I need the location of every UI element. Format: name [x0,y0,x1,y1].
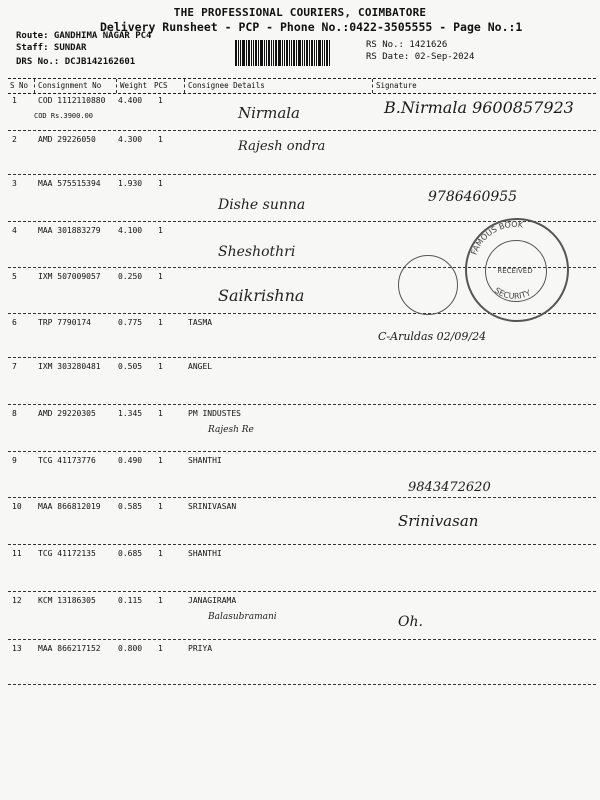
row-handwritten-name: Dishe sunna [218,197,306,213]
row-sno: 4 [12,226,17,235]
row-handwritten-name: Nirmala [238,104,300,122]
document-title: THE PROFESSIONAL COURIERS, COIMBATORE [173,6,427,19]
column-header-signature: Signature [376,81,417,90]
row-pcs: 1 [158,362,163,371]
row-consignment-no: IXM 507009057 [38,272,101,281]
row-consignment-no: MAA 866812019 [38,502,101,511]
row-consignment-no: TRP 7790174 [38,318,91,327]
row-weight: 0.775 [118,318,143,327]
row-sno: 8 [12,409,17,418]
row-pcs: 1 [158,409,163,418]
row-consignment-no: MAA 575515394 [38,179,101,188]
row-sno: 1 [12,96,17,105]
svg-text:FAMOUS BOOK [469,220,524,256]
row-weight: 0.115 [118,596,143,605]
row-consignment-no: IXM 303280481 [38,362,101,371]
row-consignee: SHANTHI [188,456,222,465]
row-signature: Srinivasan [398,512,479,530]
row-pcs: 1 [158,226,163,235]
column-header-consignment: Consignment No [38,81,102,90]
barcode-icon [235,40,357,66]
row-signature: 9843472620 [408,480,491,495]
row-signature: Oh. [398,614,423,630]
row-handwritten-name: Sheshothri [218,244,296,260]
document-subtitle: Delivery Runsheet - PCP - Phone No.:0422-3505555 - Page No.:1 [100,20,523,34]
row-weight: 0.585 [118,502,143,511]
table-row [8,545,596,592]
row-consignment-no: TCG 41172135 [38,549,96,558]
row-consignment-no: AMD 29220305 [38,409,96,418]
row-consignment-no: MAA 866217152 [38,644,101,653]
table-row [8,358,596,405]
table-row [8,452,596,498]
row-weight: 4.400 [118,96,143,105]
row-signature: B.Nirmala 9600857923 [384,98,574,117]
row-pcs: 1 [158,135,163,144]
row-pcs: 1 [158,96,163,105]
row-sno: 9 [12,456,17,465]
row-sno: 12 [12,596,22,605]
row-pcs: 1 [158,644,163,653]
table-row [8,592,596,640]
row-sno: 10 [12,502,22,511]
row-consignment-no: MAA 301883279 [38,226,101,235]
table-row [8,498,596,545]
table-row [8,405,596,452]
row-pcs: 1 [158,272,163,281]
table-row [8,92,596,131]
drs-label: DRS No.: DCJB142162601 [16,57,136,67]
column-header-sno: S No [10,81,29,90]
table-row [8,640,596,685]
row-cod-amount: COD Rs.3900.00 [34,112,94,120]
stamp-courier-service [398,255,458,315]
row-signature: 9786460955 [428,189,518,205]
row-pcs: 1 [158,549,163,558]
row-consignee: SHANTHI [188,549,222,558]
row-consignee: PM INDUSTES [188,409,241,418]
row-weight: 1.930 [118,179,143,188]
row-pcs: 1 [158,502,163,511]
row-sno: 3 [12,179,17,188]
row-handwritten-name: Rajesh ondra [238,139,326,154]
row-pcs: 1 [158,179,163,188]
row-weight: 4.100 [118,226,143,235]
row-weight: 0.685 [118,549,143,558]
row-handwritten-name: Saikrishna [218,286,305,305]
row-weight: 0.490 [118,456,143,465]
row-weight: 0.505 [118,362,143,371]
row-pcs: 1 [158,456,163,465]
row-pcs: 1 [158,318,163,327]
row-sno: 7 [12,362,17,371]
row-weight: 1.345 [118,409,143,418]
row-consignee: TASMA [188,318,213,327]
row-signature: C-Aruldas 02/09/24 [378,330,487,343]
row-sno: 6 [12,318,17,327]
row-handwritten-name: Balasubramani [208,612,277,622]
column-header-pcs: PCS [154,81,168,90]
row-sno: 13 [12,644,22,653]
table-row [8,131,596,175]
row-consignee: PRIYA [188,644,213,653]
row-consignment-no: TCG 41173776 [38,456,96,465]
row-consignment-no: COD 1112110880 [38,96,106,105]
row-consignee: ANGEL [188,362,213,371]
column-header-consignee: Consignee Details [188,81,265,90]
row-consignee: SRINIVASAN [188,502,237,511]
staff-label: Staff: SUNDAR [16,43,87,53]
row-sno: 5 [12,272,17,281]
row-sno: 2 [12,135,17,144]
route-label: Route: GANDHIMA NAGAR PC4 [16,31,152,41]
row-weight: 4.300 [118,135,143,144]
row-consignment-no: AMD 29226050 [38,135,96,144]
stamp-text-svg [462,215,568,321]
row-handwritten-name: Rajesh Re [208,425,254,435]
row-weight: 0.250 [118,272,143,281]
column-header-weight: Weight [120,81,148,90]
rs-date: RS Date: 02-Sep-2024 [366,52,475,62]
row-consignment-no: KCM 13186305 [38,596,96,605]
stamp-center-text: RECEIVED [497,267,533,275]
stamp-outer-text: FAMOUS BOOK [469,219,524,257]
rs-number: RS No.: 1421626 [366,40,448,50]
row-consignee: JANAGIRAMA [188,596,237,605]
stamp-inner-text: SECURITY [492,285,533,301]
row-sno: 11 [12,549,22,558]
row-pcs: 1 [158,596,163,605]
svg-text:SECURITY [493,286,532,301]
row-weight: 0.800 [118,644,143,653]
